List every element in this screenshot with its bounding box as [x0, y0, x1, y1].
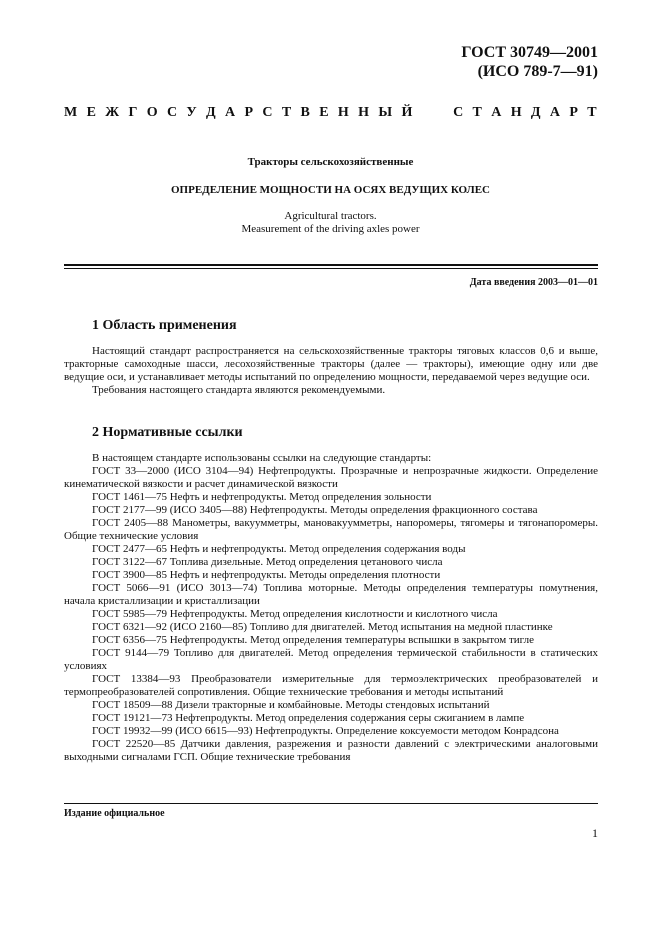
banner-letter: С — [453, 105, 464, 120]
document-subject: Тракторы сельскохозяйственные — [247, 156, 414, 168]
reference-item: ГОСТ 2177—99 (ИСО 3405—88) Нефтепродукты. Методы определения фракционного состава — [92, 504, 538, 516]
english-title — [64, 210, 597, 236]
reference-item: ГОСТ 19932—99 (ИСО 6615—93) Нефтепродукты. Определение коксуемости методом Конрадсона — [92, 725, 559, 737]
banner-letter: С — [166, 105, 178, 120]
footer-divider — [64, 803, 598, 804]
reference-item: ГОСТ 2405—88 Манометры, вакуумметры, мановакуумметры, напоромеры, тягомеры и тягонапоромеры. Общие технические условия — [64, 517, 598, 542]
section-body-references — [64, 452, 598, 764]
banner-letter: Р — [244, 105, 254, 120]
banner-letter: Ж — [105, 105, 120, 120]
reference-item: ГОСТ 3900—85 Нефть и нефтепродукты. Методы определения плотности — [92, 569, 441, 581]
banner-letter: Е — [319, 105, 329, 120]
interstate-standard-banner — [64, 105, 597, 121]
banner-letter: С — [262, 105, 273, 120]
reference-item: ГОСТ 1461—75 Нефть и нефтепродукты. Метод определения зольности — [92, 491, 432, 503]
banner-letter: А — [491, 105, 502, 120]
title-divider — [64, 264, 598, 266]
introduction-date: Дата введения 2003—01—01 — [469, 277, 598, 288]
banner-letter: Н — [510, 105, 522, 120]
reference-item: ГОСТ 2477—65 Нефть и нефтепродукты. Метод определения содержания воды — [92, 543, 466, 555]
reference-item: ГОСТ 6321—92 (ИСО 2160—85) Топливо для двигателей. Метод испытания на медной пластинке — [92, 621, 553, 633]
banner-letter: Д — [530, 105, 541, 120]
english-title-line: Measurement of the driving axles power — [241, 223, 420, 235]
paragraph: Настоящий стандарт распространяется на сельскохозяйственные тракторы тяговых классов 0,6 и выше, тракторные самоходные шасси, лесохозяйственные тракторы (далее — тракторы), имеющие одну или две ведущие оси, и устанавливает методы испытаний по определению мощности, передаваемой через ведущие оси. — [64, 345, 598, 383]
banner-letter: Й — [401, 105, 413, 120]
banner-letter: Т — [281, 105, 292, 120]
banner-letter: Т — [472, 105, 482, 120]
reference-item: ГОСТ 5066—91 (ИСО 3013—74) Топлива моторные. Методы определения температуры помутнения, начала кристаллизации и кристаллизации — [64, 582, 598, 607]
section-heading-references: 2 Нормативные ссылки — [92, 425, 243, 440]
reference-item: ГОСТ 5985—79 Нефтепродукты. Метод определения кислотности и кислотного числа — [92, 608, 498, 620]
gost-code: ГОСТ 30749—2001 — [461, 44, 598, 61]
banner-letter: А — [549, 105, 561, 120]
banner-letter: Д — [206, 105, 216, 120]
reference-item: ГОСТ 6356—75 Нефтепродукты. Метод определения температуры вспышки в закрытом тигле — [92, 634, 534, 646]
banner-letter: Е — [86, 105, 96, 120]
reference-item: ГОСТ 9144—79 Топливо для двигателей. Метод определения термической стабильности в статических условиях — [64, 647, 598, 672]
official-edition-label: Издание официальное — [64, 808, 165, 819]
banner-letter: Н — [337, 105, 349, 120]
banner-letter: Г — [128, 105, 138, 120]
document-title: ОПРЕДЕЛЕНИЕ МОЩНОСТИ НА ОСЯХ ВЕДУЩИХ КОЛЕС — [171, 184, 490, 196]
paragraph: В настоящем стандарте использованы ссылки на следующие стандарты: — [92, 452, 432, 464]
section-heading-scope: 1 Область применения — [92, 318, 237, 333]
english-title-line: Agricultural tractors. — [284, 210, 377, 222]
banner-letter: О — [146, 105, 158, 120]
reference-item: ГОСТ 33—2000 (ИСО 3104—94) Нефтепродукты. Прозрачные и непрозрачные жидкости. Определение кинематической вязкости и расчет динамической вязкости — [64, 465, 598, 490]
section-body-scope — [64, 345, 598, 397]
paragraph: Требования настоящего стандарта являются рекомендуемыми. — [92, 384, 386, 396]
banner-letter: В — [300, 105, 310, 120]
reference-item: ГОСТ 13384—93 Преобразователи измерительные для термоэлектрических преобразователей и термопреобразователей сопротивления. Общие технические требования и методы испытаний — [64, 673, 598, 698]
title-divider-thin — [64, 268, 598, 269]
banner-letter: Т — [587, 105, 597, 120]
reference-item: ГОСТ 18509—88 Дизели тракторные и комбайновые. Методы стендовых испытаний — [92, 699, 490, 711]
banner-letter: Н — [358, 105, 370, 120]
page-number: 1 — [592, 826, 598, 840]
banner-word-gap — [422, 105, 444, 121]
iso-code: (ИСО 789-7—91) — [477, 63, 598, 80]
reference-item: ГОСТ 22520—85 Датчики давления, разрежения и разности давлений с электрическими аналоговыми выходными сигналами ГСП. Общие технические требования — [64, 738, 598, 763]
banner-letter: Р — [569, 105, 578, 120]
reference-item: ГОСТ 3122—67 Топлива дизельные. Метод определения цетанового числа — [92, 556, 443, 568]
banner-letter: Ы — [378, 105, 393, 120]
reference-item: ГОСТ 19121—73 Нефтепродукты. Метод определения содержания серы сжиганием в лампе — [92, 712, 525, 724]
banner-letter: М — [64, 105, 78, 120]
standard-designation — [461, 43, 598, 81]
banner-letter: А — [225, 105, 236, 120]
banner-letter: У — [186, 105, 197, 120]
